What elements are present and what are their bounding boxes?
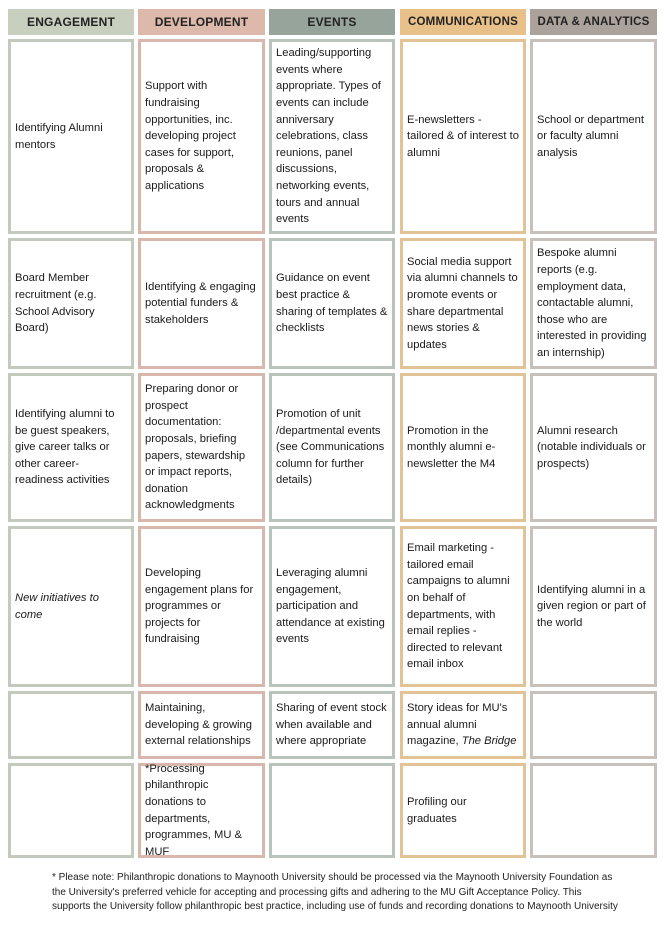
cell-text: Promotion of unit /departmental events (see Communications column for further details) bbox=[276, 408, 385, 487]
table-cell-events bbox=[269, 373, 395, 522]
cell-text: Promotion in the monthly alumni e-newsletter the M4 bbox=[407, 424, 496, 470]
table-cell-communications bbox=[400, 373, 526, 522]
header-communications: COMMUNICATIONS bbox=[400, 9, 526, 35]
story-ideas-text: Story ideas for MU's annual alumni magazine, bbox=[407, 702, 508, 748]
table-cell-engagement bbox=[8, 763, 134, 858]
cell-text: Identifying & engaging potential funders & stakeholders bbox=[145, 280, 256, 326]
table-cell-development bbox=[138, 238, 265, 369]
table-cell-development bbox=[138, 373, 265, 522]
header-data-analytics: DATA & ANALYTICS bbox=[530, 9, 657, 35]
table-cell-development bbox=[138, 691, 265, 759]
cell-text: Email marketing - tailored email campaigns to alumni on behalf of departments, with email replies - directed to relevant email inbox bbox=[407, 542, 510, 671]
cell-text: *Processing philanthropic donations to departments, programmes, MU & MUF bbox=[145, 762, 242, 858]
header-events: EVENTS bbox=[269, 9, 395, 35]
table-cell-communications bbox=[400, 526, 526, 687]
cell-text: E-newsletters - tailored & of interest to alumni bbox=[407, 113, 519, 159]
cell-text: Leading/supporting events where appropriate. Types of events can include anniversary celebrations, class reunions, panel discussions, networking events, tours and annual events bbox=[276, 47, 381, 226]
table-cell-data-analytics bbox=[530, 39, 657, 234]
cell-text: Sharing of event stock when available and where appropriate bbox=[276, 702, 387, 748]
table-cell-events bbox=[269, 691, 395, 759]
cell-text: Leveraging alumni engagement, participation and attendance at existing events bbox=[276, 567, 385, 646]
cell-text: Identifying alumni in a given region or part of the world bbox=[537, 583, 646, 629]
cell-text: Guidance on event best practice & sharing of templates & checklists bbox=[276, 272, 388, 335]
cell-text: Alumni research (notable individuals or prospects) bbox=[537, 424, 646, 470]
table-cell-engagement bbox=[8, 373, 134, 522]
table-cell-events bbox=[269, 763, 395, 858]
footnote: * Please note: Philanthropic donations to Maynooth University should be processed via the Maynooth University Foundation as the University's preferred vehicle for accepting and processing gifts and adhering to the MU Gift Acceptance Policy. This supports the University follow philanthropic best practice, including use of funds and recording donations to Maynooth University bbox=[52, 872, 618, 913]
table-cell-communications bbox=[400, 39, 526, 234]
cell-text bbox=[407, 700, 519, 750]
table-cell-development bbox=[138, 763, 265, 858]
cell-text: Bespoke alumni reports (e.g. employment data, contactable alumni, those who are interested in providing an internship) bbox=[537, 247, 647, 359]
magazine-title: The Bridge bbox=[461, 735, 517, 748]
cell-text: Identifying Alumni mentors bbox=[15, 121, 103, 151]
cell-text: Maintaining, developing & growing external relationships bbox=[145, 702, 252, 748]
cell-text: Preparing donor or prospect documentation: proposals, briefing papers, stewardship or impact reports, donation acknowledgments bbox=[145, 383, 246, 512]
table-cell-engagement bbox=[8, 526, 134, 687]
cell-text: Social media support via alumni channels to promote events or share departmental news stories & updates bbox=[407, 255, 518, 351]
header-engagement: ENGAGEMENT bbox=[8, 9, 134, 35]
header-development: DEVELOPMENT bbox=[138, 9, 265, 35]
table-cell-communications bbox=[400, 763, 526, 858]
cell-text: Developing engagement plans for programmes or projects for fundraising bbox=[145, 567, 254, 646]
table-cell-development bbox=[138, 526, 265, 687]
table-cell-data-analytics bbox=[530, 763, 657, 858]
table-cell-events bbox=[269, 526, 395, 687]
cell-text: Support with fundraising opportunities, inc. developing project cases for support, proposals & applications bbox=[145, 80, 236, 192]
table-cell-communications bbox=[400, 238, 526, 369]
table-cell-data-analytics bbox=[530, 691, 657, 759]
cell-text: Identifying alumni to be guest speakers, give career talks or other career-readiness activities bbox=[15, 408, 115, 487]
cell-text: New initiatives to come bbox=[15, 591, 99, 621]
table-cell-data-analytics bbox=[530, 526, 657, 687]
table-cell-engagement bbox=[8, 691, 134, 759]
table-cell-data-analytics bbox=[530, 238, 657, 369]
table-cell-engagement bbox=[8, 39, 134, 234]
cell-text: Board Member recruitment (e.g. School Advisory Board) bbox=[15, 272, 97, 335]
table-cell-events bbox=[269, 39, 395, 234]
table-cell-engagement bbox=[8, 238, 134, 369]
cell-text: Profiling our graduates bbox=[407, 795, 467, 825]
table-cell-development bbox=[138, 39, 265, 234]
table-cell-events bbox=[269, 238, 395, 369]
table-cell-data-analytics bbox=[530, 373, 657, 522]
cell-text: School or department or faculty alumni analysis bbox=[537, 113, 644, 159]
table-cell-communications bbox=[400, 691, 526, 759]
